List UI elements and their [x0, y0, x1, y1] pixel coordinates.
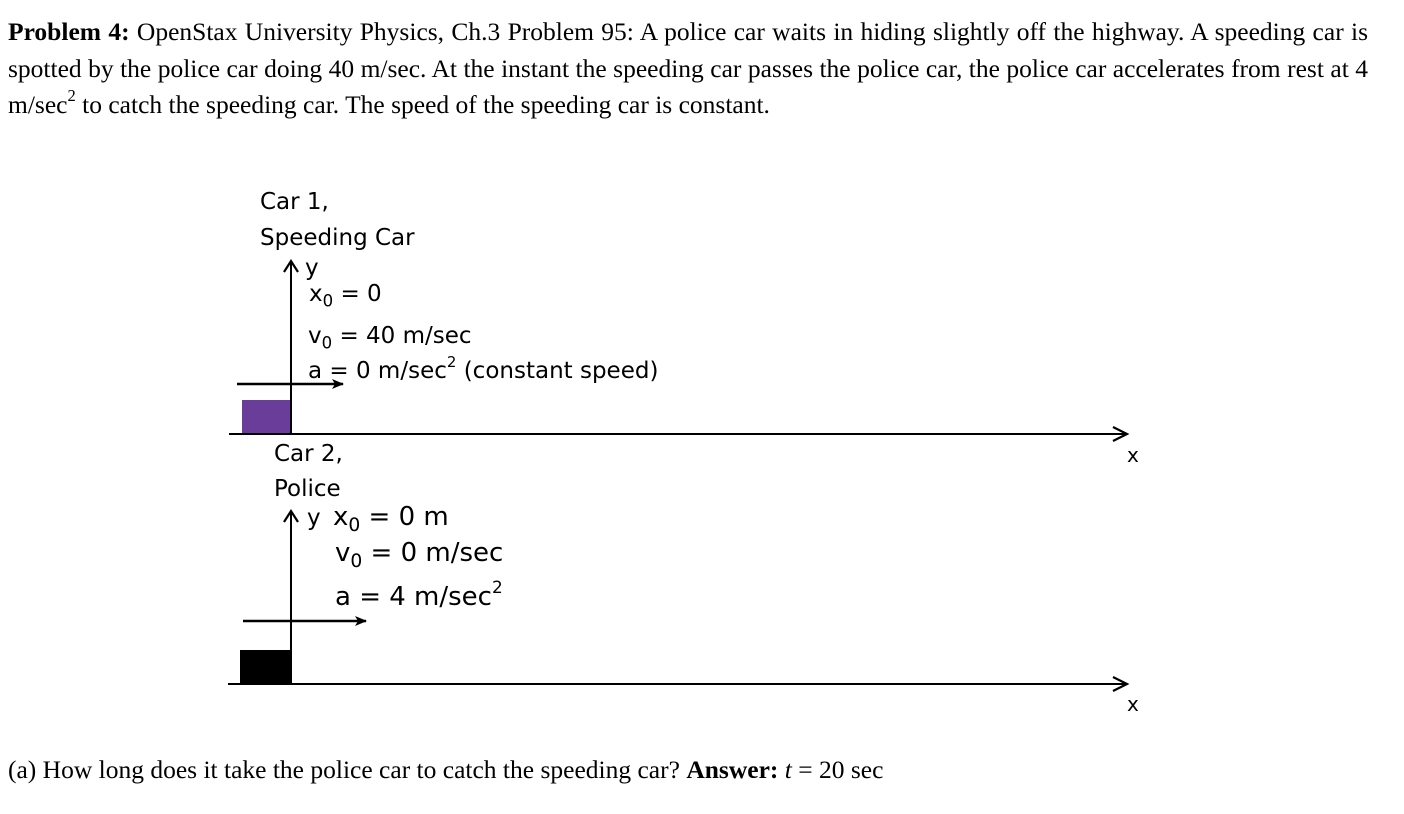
- car1-v0-value: = 40 m/sec: [332, 323, 472, 349]
- car2-title-line1: Car 2,: [274, 441, 343, 467]
- car2-accel-exp: 2: [491, 576, 503, 597]
- car1-y-label: y: [305, 255, 319, 281]
- car1-accel-label: [308, 353, 659, 385]
- car1-x-axis-label: x: [1127, 443, 1139, 467]
- speeding-car-block: [242, 400, 291, 433]
- problem-body: OpenStax University Physics, Ch.3 Problem 95: A police car waits in hiding slightly off the highway. A speeding car is spotted by the police car doing 40 m/sec. At the instant the speeding car passes the police car, the police car accelerates from rest at 4 m/sec: [8, 17, 1369, 119]
- car1-v0-sub: 0: [321, 333, 333, 353]
- car2-x0-value: = 0 m: [360, 502, 449, 532]
- car1-title-line2: Speeding Car: [260, 225, 415, 251]
- car1-title-line1: Car 1,: [260, 189, 329, 215]
- accel-exponent: 2: [67, 86, 76, 106]
- car2-v0-value: = 0 m/sec: [362, 538, 504, 568]
- car2-y-label: y: [307, 505, 321, 531]
- police-car-block: [240, 650, 291, 684]
- question-text: (a) How long does it take the police car to catch the speeding car?: [8, 755, 680, 784]
- question-line: [8, 752, 883, 788]
- car2-title-line2: Police: [274, 476, 341, 502]
- problem-label: Problem 4:: [8, 17, 130, 46]
- answer-variable: t: [784, 755, 792, 784]
- car2-v0-sub: 0: [350, 551, 363, 573]
- car2-x0-label: [333, 502, 449, 537]
- car1-accel-note: (constant speed): [456, 358, 659, 384]
- car2-v0-label: [335, 538, 504, 573]
- car2-x0-sub: 0: [348, 515, 361, 537]
- car2-accel-label: [335, 576, 503, 612]
- answer-value: = 20 sec: [791, 755, 884, 784]
- car1-x0-value: = 0: [333, 281, 382, 307]
- car1-x0-sub: 0: [322, 291, 334, 311]
- problem-body-end: to catch the speeding car. The speed of the speeding car is constant.: [75, 90, 770, 119]
- car1-v0-symbol: v: [308, 323, 322, 349]
- car1-v0-label: [308, 322, 472, 353]
- car1-x0-symbol: x: [309, 281, 323, 307]
- car2-accel-text: a = 4 m/sec: [335, 582, 492, 612]
- car2-x-axis-label: x: [1127, 692, 1139, 716]
- answer-label: Answer:: [686, 755, 779, 784]
- car2-x0-symbol: x: [333, 502, 349, 532]
- car1-x0-label: [309, 280, 382, 311]
- car1-accel-text: a = 0 m/sec: [308, 358, 447, 384]
- car1-accel-exp: 2: [446, 353, 457, 372]
- car2-v0-symbol: v: [335, 538, 351, 568]
